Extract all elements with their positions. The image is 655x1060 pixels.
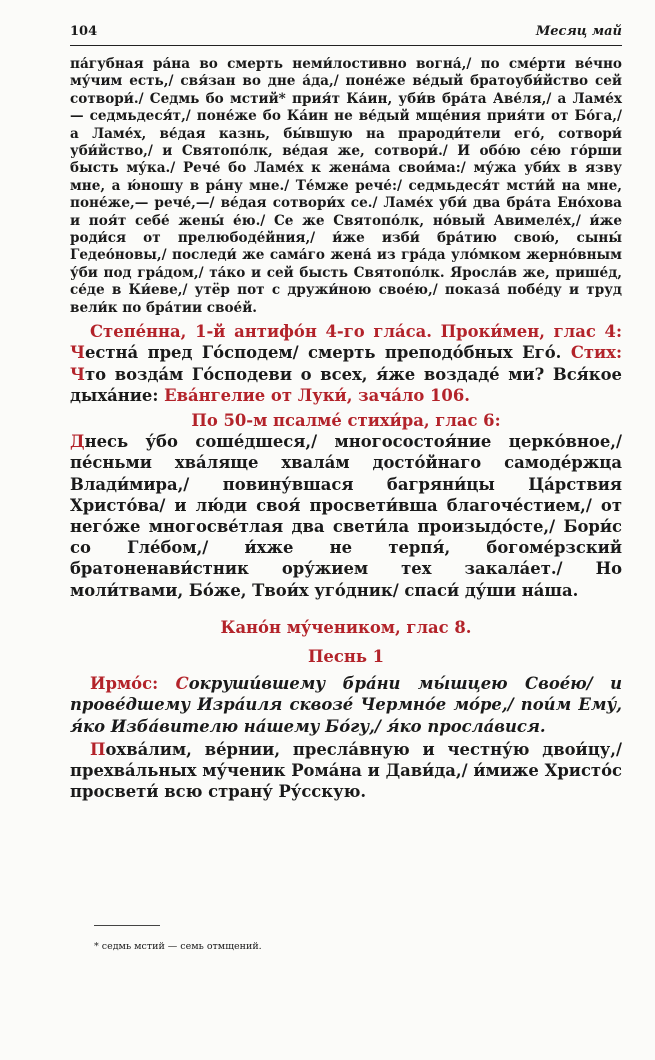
paragraph-irmos: [70, 673, 622, 737]
running-title: Месяц май: [535, 24, 622, 39]
paragraph-stepenna: [70, 321, 622, 406]
stichera-initial: Д: [70, 432, 85, 452]
gospel-rubric: Ева́нгелие от Луки́, зача́ло 106.: [164, 385, 470, 405]
troparion-text: охва́лим, ве́рнии, пресла́вную и честну́ю двои́цу,/ прехва́льных му́ченик Рома́на и Дави́да,/ и́миже Христо́с просвети́ всю страну́ Ру́сскую.: [70, 739, 622, 802]
stichera-text: несь у́бо соше́дшеся,/ многосостоя́ние церко́вное,/ пе́сньми хва́ляще хвала́м досто́йнаго самоде́ржца Влади́мира,/ повину́вшася багряни́цы Ца́рствия Христо́ва/ и лю́ди своя́ просвети́вша благоче́стием,/ от него́же многосве́тлая два свети́ла произыдо́сте,/ Бори́с со Гле́бом,/ и́хже не терпя́, богоме́рзский братоненави́стник ору́жием тех закала́ет./ Но моли́твами, Бо́же, Твои́х уго́дник/ спаси́ ду́ши на́ша.: [70, 432, 622, 600]
page-number: 104: [70, 24, 98, 39]
footnote: * седмь мстий — семь отмщений.: [94, 941, 262, 952]
irmos-rubric: Ирмо́с:: [90, 674, 159, 694]
footnote-rule: [94, 925, 160, 926]
heading-stichera: По 50-м псалме́ стихи́ра, глас 6:: [191, 410, 501, 430]
heading-canon: Кано́н му́чеником, глас 8.: [220, 617, 472, 637]
stih-rubric: Стих:: [570, 343, 622, 363]
stih-initial: Ч: [70, 364, 85, 384]
paragraph-lesson: па́губная ра́на во смерть неми́лостивно вогна́,/ по сме́рти ве́чно му́чим есть,/ свя́зан во дне а́да,/ поне́же ве́дый братоуби́йство сей сотвори́./ Седмь бо мстий* прия́т Ка́ин, уби́в бра́та Аве́ля,/ а Ламе́х — седмьдеся́т,/ поне́же бо Ка́ин не ве́дый мще́ния прия́ти от Бо́га,/ а Ламе́х, ве́дая казнь, бы́вшую на прароди́тели его́, сотвори́ уби́йство,/ и Святопо́лк, ве́дая же, сотвори́./ И обо́ю се́ю го́рши бысть му́ка./ Рече́ бо Ламе́х к жена́ма свои́ма:/ му́жа уби́х в язву мне, а ю́ношу в ра́ну мне./ Те́мже рече́:/ седмьдеся́т мсти́й на мне, поне́же,— рече́,—/ ве́дая сотвори́х се./ Ламе́х уби́ два бра́та Ено́хова и поя́т себе́ жены́ е́ю./ Се же Святопо́лк, но́вый Авимеле́х,/ и́же роди́ся от прелюбоде́йния,/ и́же изби́ бра́тию свою́, сыны́ Гедео́новы,/ последи́ же сама́го жена́ из гра́да уло́мком жерно́вным у́би под гра́дом,/ та́ко и сей бысть Святопо́лк. Яросла́в же, прише́д, се́де в Ки́еве,/ утёр пот с дружи́ною свое́ю,/ показа́ побе́ду и труд вели́к по бра́тии свое́й.: [70, 56, 622, 316]
page-header: [70, 24, 622, 39]
stih-text: то возда́м Го́сподеви о всех, я́же воздаде́ ми? Вся́кое дыха́ние:: [70, 364, 622, 405]
prokimen-text: естна́ пред Го́сподем/ смерть преподо́бных Его́.: [84, 343, 562, 363]
stepenna-initial: Ч: [70, 343, 85, 363]
main-text: [70, 56, 622, 802]
paragraph-troparion: [70, 739, 622, 803]
stepenna-rubric: Степе́нна, 1-й антифо́н 4-го гла́са. Проки́мен, глас 4:: [90, 322, 622, 342]
heading-pesn: Песнь 1: [307, 646, 385, 666]
troparion-initial: П: [90, 739, 106, 759]
paragraph-stichera: [70, 431, 622, 601]
irmos-initial: С: [175, 674, 189, 694]
header-rule: [70, 45, 622, 46]
irmos-text: окруши́вшему бра́ни мы́шцею Свое́ю/ и прове́дшему Изра́иля сквозе́ Чермно́е мо́ре,/ пои́м Ему́, я́ко Изба́вителю на́шему Бо́гу,/ я́ко просла́вися.: [70, 674, 622, 736]
